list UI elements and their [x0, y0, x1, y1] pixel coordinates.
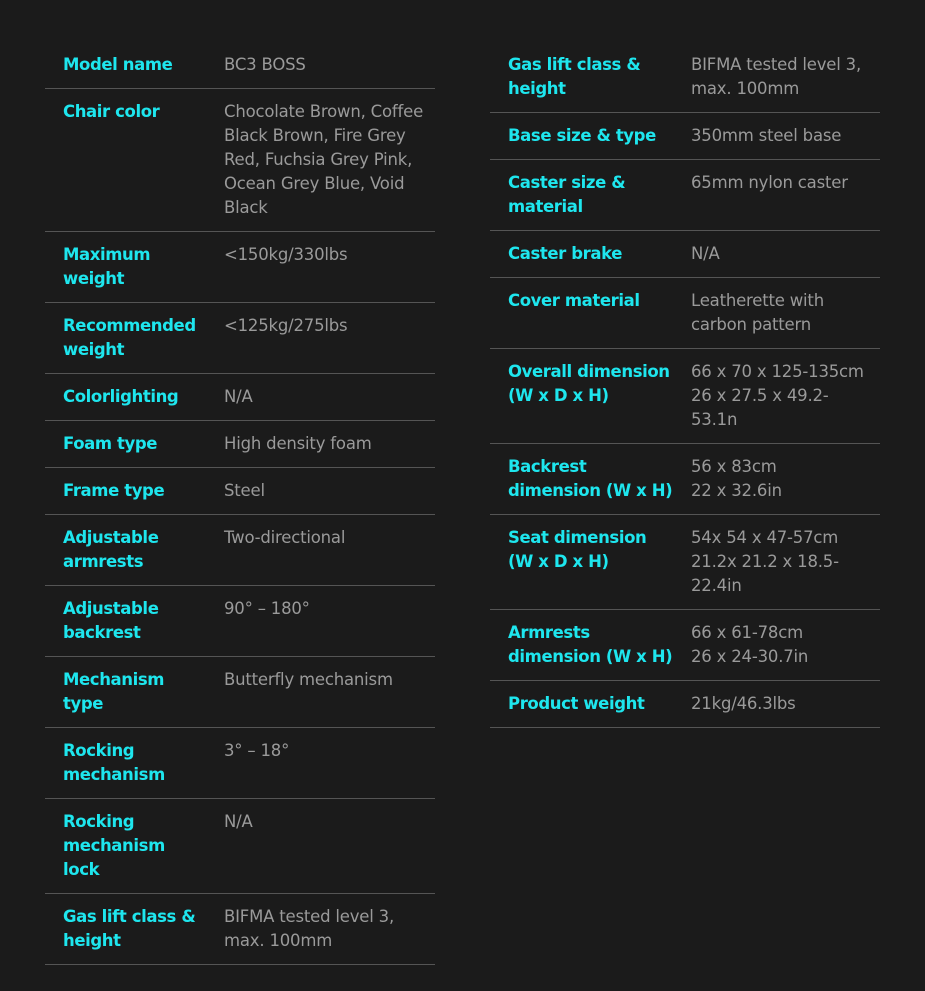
spec-label: Caster brake	[490, 231, 673, 278]
spec-value: 3° – 18°	[206, 728, 435, 799]
spec-value: High density foam	[206, 421, 435, 468]
spec-row-colorlighting	[45, 374, 435, 421]
spec-label: Frame type	[45, 468, 206, 515]
spec-row-adjustable-backrest	[45, 586, 435, 657]
spec-label: Product weight	[490, 681, 673, 728]
spec-row-frame-type	[45, 468, 435, 515]
spec-value: <125kg/275lbs	[206, 303, 435, 374]
spec-value: N/A	[206, 799, 435, 894]
specs-table-right	[490, 42, 880, 728]
spec-row-cover-material	[490, 278, 880, 349]
spec-row-chair-color	[45, 89, 435, 232]
spec-label: Cover material	[490, 278, 673, 349]
spec-label: Adjustable backrest	[45, 586, 206, 657]
spec-row-gas-lift	[45, 894, 435, 965]
spec-value: 21kg/46.3lbs	[673, 681, 880, 728]
spec-label: Maximum weight	[45, 232, 206, 303]
spec-value: N/A	[673, 231, 880, 278]
spec-label: Foam type	[45, 421, 206, 468]
spec-value: Steel	[206, 468, 435, 515]
spec-row-product-weight	[490, 681, 880, 728]
spec-label: Recommended weight	[45, 303, 206, 374]
spec-label: Model name	[45, 42, 206, 89]
spec-label: Adjustable armrests	[45, 515, 206, 586]
spec-row-base-size	[490, 113, 880, 160]
spec-label: Rocking mechanism lock	[45, 799, 206, 894]
spec-value: 350mm steel base	[673, 113, 880, 160]
spec-value: 65mm nylon caster	[673, 160, 880, 231]
spec-row-gas-lift	[490, 42, 880, 113]
spec-value: 54x 54 x 47-57cm 21.2x 21.2 x 18.5-22.4in	[673, 515, 880, 610]
spec-value: Chocolate Brown, Coffee Black Brown, Fire Grey Red, Fuchsia Grey Pink, Ocean Grey Blue, Void Black	[206, 89, 435, 232]
spec-row-mechanism-type	[45, 657, 435, 728]
spec-value: Leatherette with carbon pattern	[673, 278, 880, 349]
spec-row-armrests-dimension	[490, 610, 880, 681]
spec-label: Backrest dimension (W x H)	[490, 444, 673, 515]
spec-row-caster-size	[490, 160, 880, 231]
spec-label: Mechanism type	[45, 657, 206, 728]
spec-label: Gas lift class & height	[45, 894, 206, 965]
spec-label: Armrests dimension (W x H)	[490, 610, 673, 681]
spec-value: N/A	[206, 374, 435, 421]
spec-label: Colorlighting	[45, 374, 206, 421]
spec-label: Caster size & material	[490, 160, 673, 231]
spec-row-rocking-mechanism	[45, 728, 435, 799]
spec-value: 66 x 70 x 125-135cm 26 x 27.5 x 49.2-53.1n	[673, 349, 880, 444]
spec-label: Seat dimension (W x D x H)	[490, 515, 673, 610]
spec-row-foam-type	[45, 421, 435, 468]
spec-value: Butterfly mechanism	[206, 657, 435, 728]
spec-row-seat-dimension	[490, 515, 880, 610]
specs-table-left	[45, 42, 435, 965]
spec-label: Base size & type	[490, 113, 673, 160]
spec-label: Chair color	[45, 89, 206, 232]
spec-row-recommended-weight	[45, 303, 435, 374]
spec-row-maximum-weight	[45, 232, 435, 303]
spec-value: 66 x 61-78cm 26 x 24-30.7in	[673, 610, 880, 681]
spec-row-rocking-mechanism-lock	[45, 799, 435, 894]
spec-value: <150kg/330lbs	[206, 232, 435, 303]
spec-label: Rocking mechanism	[45, 728, 206, 799]
spec-value: BIFMA tested level 3, max. 100mm	[206, 894, 435, 965]
spec-value: 90° – 180°	[206, 586, 435, 657]
spec-label: Overall dimension (W x D x H)	[490, 349, 673, 444]
spec-row-backrest-dimension	[490, 444, 880, 515]
spec-row-model-name	[45, 42, 435, 89]
spec-label: Gas lift class & height	[490, 42, 673, 113]
spec-row-overall-dimension	[490, 349, 880, 444]
spec-value: BC3 BOSS	[206, 42, 435, 89]
spec-row-caster-brake	[490, 231, 880, 278]
spec-value: Two-directional	[206, 515, 435, 586]
spec-row-adjustable-armrests	[45, 515, 435, 586]
spec-value: BIFMA tested level 3, max. 100mm	[673, 42, 880, 113]
spec-value: 56 x 83cm 22 x 32.6in	[673, 444, 880, 515]
